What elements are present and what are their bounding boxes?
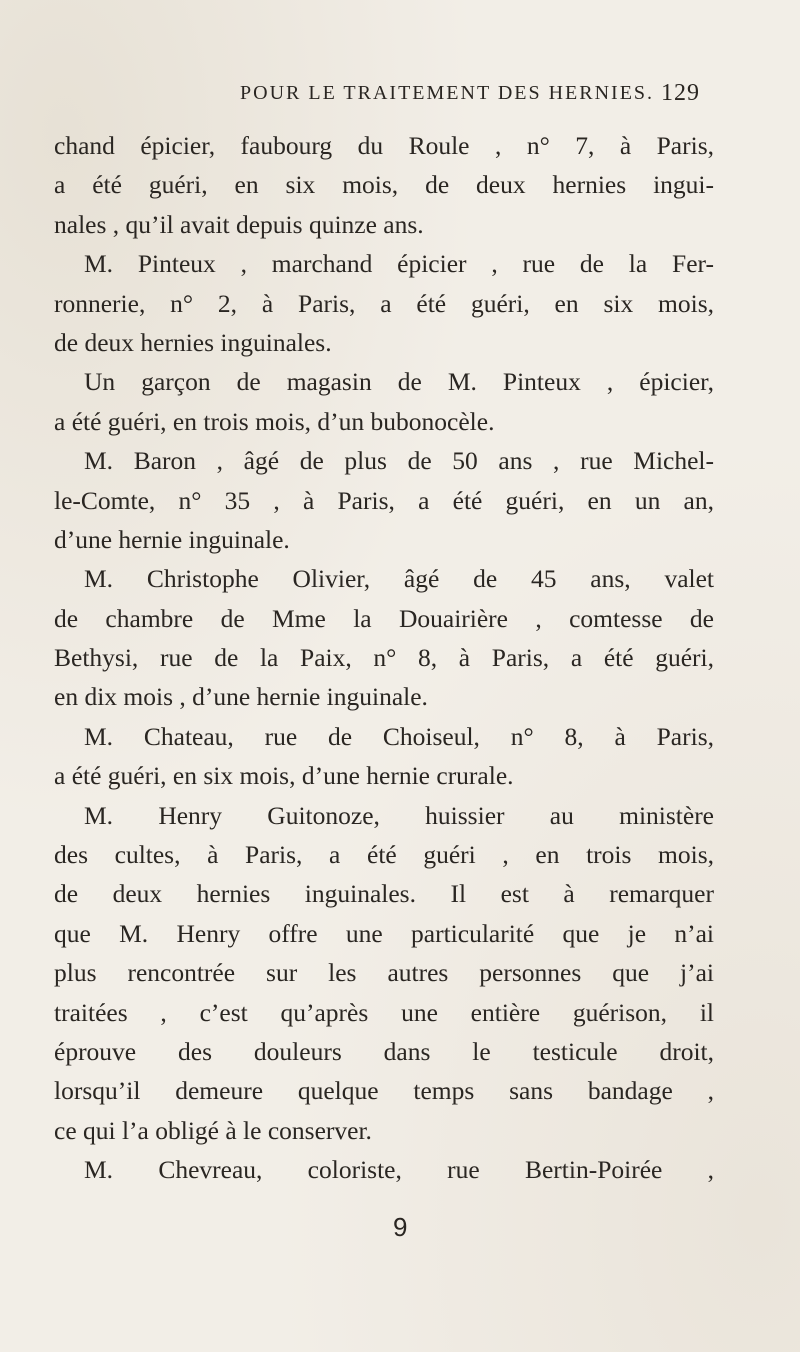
text-line: chand épicier, faubourg du Roule , n° 7, à Paris, [54, 131, 714, 160]
text-line: M. Henry Guitonoze, huissier au ministère [84, 800, 714, 830]
text-line: Bethysi, rue de la Paix, n° 8, à Paris, a été guéri, [54, 643, 714, 673]
text-line: ronnerie, n° 2, à Paris, a été guéri, en six mois, [54, 288, 714, 318]
text-line: a été guéri, en six mois, d’une hernie crurale. [54, 761, 514, 791]
text-line: lorsqu’il demeure quelque temps sans bandage , [54, 1076, 714, 1106]
text-line: M. Christophe Olivier, âgé de 45 ans, valet [84, 564, 714, 594]
text-line: d’une hernie inguinale. [54, 524, 290, 554]
text-line: nales , qu’il avait depuis quinze ans. [54, 209, 424, 239]
text-line: de deux hernies inguinales. Il est à remarquer [54, 879, 714, 909]
running-head [240, 82, 700, 116]
text-line: ce qui l’a obligé à le conserver. [54, 1115, 372, 1145]
text-line: M. Pinteux , marchand épicier , rue de la Fer- [84, 249, 714, 279]
text-line: des cultes, à Paris, a été guéri , en trois mois, [54, 840, 714, 870]
text-line: traitées , c’est qu’après une entière guérison, il [54, 997, 714, 1027]
text-line: a été guéri, en trois mois, d’un bubonocèle. [54, 406, 495, 436]
text-line: le-Comte, n° 35 , à Paris, a été guéri, en un an, [54, 485, 714, 515]
running-title: POUR LE TRAITEMENT DES HERNIES. [240, 82, 655, 104]
text-line: que M. Henry offre une particularité que je n’ai [54, 918, 714, 948]
text-line: de chambre de Mme la Douairière , comtesse de [54, 603, 714, 633]
text-line: M. Chevreau, coloriste, rue Bertin-Poirée , [84, 1155, 714, 1185]
text-line: en dix mois , d’une hernie inguinale. [54, 682, 428, 712]
text-line: a été guéri, en six mois, de deux hernies ingui- [54, 170, 714, 200]
page-number: 129 [661, 80, 700, 106]
body-text [54, 126, 714, 1190]
text-line: éprouve des douleurs dans le testicule droit, [54, 1036, 714, 1066]
text-line: M. Baron , âgé de plus de 50 ans , rue Michel- [84, 446, 714, 476]
text-line: de deux hernies inguinales. [54, 327, 332, 357]
text-line: M. Chateau, rue de Choiseul, n° 8, à Paris, [84, 721, 714, 751]
text-line: plus rencontrée sur les autres personnes que j’ai [54, 958, 714, 988]
text-line: Un garçon de magasin de M. Pinteux , épicier, [84, 367, 714, 397]
signature-mark: 9 [393, 1212, 408, 1242]
